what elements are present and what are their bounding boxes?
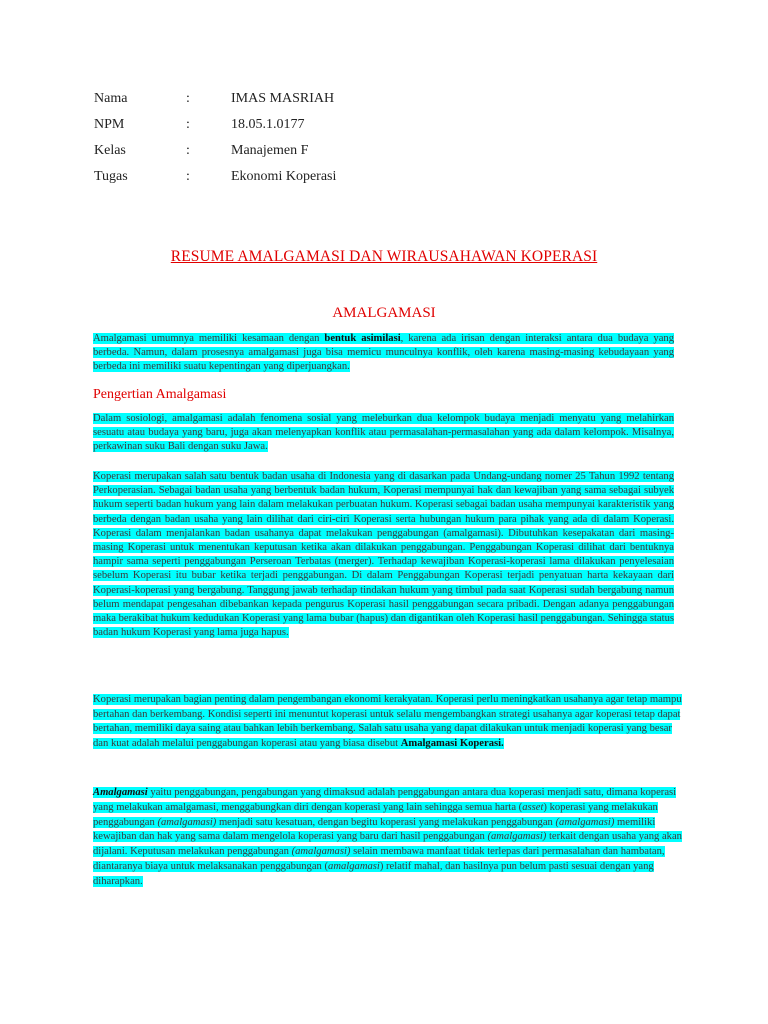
italic-amalgamasi: (amalgamasi) [157,816,217,828]
npm-value: 18.05.1.0177 [231,117,305,132]
tugas-value: Ekonomi Koperasi [231,169,337,184]
text-run: menjadi satu kesatuan, dengan begitu koperasi yang melakukan penggabungan [216,816,556,828]
text-run: selain membawa manfaat tidak terlepas dari permasalahan dan hambatan, diantaranya biaya untuk melaksanakan penggabungan ( [93,846,665,872]
italic-amalgamasi: (amalgamasi) [291,846,351,858]
paragraph-koperasi [93,470,674,640]
tugas-label: Tugas [94,169,128,184]
student-info [94,86,336,190]
document-title: RESUME AMALGAMASI DAN WIRAUSAHAWAN KOPERASI [170,248,598,265]
text-run: memiliki kewajiban dan hak yang sama dalam mengelola koperasi yang baru dari hasil penggabungan [93,816,656,843]
paragraph-pengembangan [93,693,683,751]
italic-amalgamasi: (amalgamasi) [555,816,615,828]
text-run: Dalam sosiologi, amalgamasi adalah fenomena sosial yang meleburkan dua kelompok budaya menjadi menyatu yang melahirkan sesuatu atau budaya yang baru, juga akan melenyapkan konflik atau permasalahan-permasalahan yang ada dalam kelompok. Misalnya, perkawinan suku Bali dengan suku Jawa. [93,413,674,453]
text-run: ) koperasi yang melakukan penggabungan [93,801,658,828]
text-run: ) relatif mahal, dan hasilnya pun belum pasti sesuai dengan yang diharapkan. [93,860,654,887]
text-run: Koperasi merupakan bagian penting dalam pengembangan ekonomi kerakyatan. Koperasi perlu meningkatkan usahanya agar tetap mampu bertahan dan berkembang. Kondisi seperti ini menuntut koperasi untuk selalu mengembangkan strategi usahanya agar koperasi tetap dapat bertahan, memiliki daya saing atau bahkan lebih berkembang. Salah satu usaha yang dapat dilakukan untuk menjadi koperasi yang besar dan kuat adalah melalui penggabungan koperasi atau yang biasa disebut [93,694,682,749]
info-row-nama [94,86,336,112]
colon: : [186,143,190,158]
info-row-tugas [94,164,336,190]
kelas-label: Kelas [94,143,126,158]
section-title: AMALGAMASI [332,305,436,321]
subsection-title: Pengertian Amalgamasi [93,387,227,402]
italic-asset: asset [522,801,544,813]
keyword-amalgamasi: Amalgamasi [93,787,148,798]
text-run: terkait dengan usaha yang akan dijalani. Keputusan melakukan penggabungan [93,831,682,858]
text-run: yaitu penggabungan, pengabungan yang dimaksud adalah penggabungan antara dua koperasi menjadi satu, dimana koperasi yang melakukan amalgamasi, menggabungkan diri dengan koperasi yang lain sehingga semua harta ( [93,787,677,813]
colon: : [186,169,190,184]
info-row-kelas [94,138,336,164]
paragraph-definition [93,412,674,455]
npm-label: NPM [94,117,125,132]
nama-value: IMAS MASRIAH [231,91,335,106]
paragraph-amalgamasi-definition [93,786,683,890]
colon: : [186,117,190,132]
text-run: Koperasi merupakan salah satu bentuk badan usaha di Indonesia yang di dasarkan pada Undang-undang nomer 25 Tahun 1992 tentang Perkoperasian. Sebagai badan usaha yang berbentuk badan hukum, Koperasi mempunyai hak dan kewajiban yang sama sebagai subyek hukum seperti badan hukum yang lain dalam melakukan perbuatan hukum. Koperasi sebagai badan usaha mempunyai karakteristik yang berbeda dengan badan usaha yang lain dilihat dari ciri-ciri Koperasi serta hubungan hukum para pihak yang ada di dalam Koperasi. Koperasi dalam menjalankan badan usahanya dapat melakukan penggabungan (amalgamasi). Dibutuhkan kesepakatan dari masing-masing Koperasi untuk menentukan keputusan ketika akan dilakukan penggabungan. Penggabungan Koperasi dilihat dari bentuknya hampir sama seperti penggabungan Perseroan Terbatas (merger). Terhadap kewajiban Koperasi-koperasi lama dilakukan penyelesaian sebelum Koperasi itu bubar ketika terjadi penggabungan. Di dalam Penggabungan Koperasi terjadi penyatuan harta kekayaan dari Koperasi-koperasi yang bergabung. Tanggung jawab terhadap tindakan hukum yang timbul pada saat Koperasi sudah bergabung namun belum mendapat pengesahan dibebankan kepada pengurus Koperasi hasil penggabungan secara pribadi. Dengan adanya penggabungan maka berakibat hukum kedudukan Koperasi yang lama bubar (hapus) dan digantikan oleh Koperasi hasil penggabungan. Sehingga status badan hukum Koperasi yang lama juga hapus. [93,471,674,639]
keyword-amalgamasi-koperasi: Amalgamasi Koperasi. [400,737,504,749]
italic-amalgamasi: amalgamasi [328,860,380,872]
text-run: , karena ada irisan dengan interaksi antara dua budaya yang berbeda. Namun, dalam prosesnya amalgamasi juga bisa memicu munculnya konflik, oleh karena masing-masing kebudayaan yang berbeda ini memiliki suatu kepentingan yang diperjuangkan. [93,333,674,373]
keyword-asimilasi: bentuk asimilasi [324,333,401,344]
paragraph-intro [93,332,674,375]
kelas-value: Manajemen F [231,143,309,158]
text-run: Amalgamasi umumnya memiliki kesamaan dengan [93,333,325,344]
italic-amalgamasi: (amalgamasi) [487,831,547,843]
info-row-npm [94,112,336,138]
colon: : [186,91,190,106]
nama-label: Nama [94,91,128,106]
